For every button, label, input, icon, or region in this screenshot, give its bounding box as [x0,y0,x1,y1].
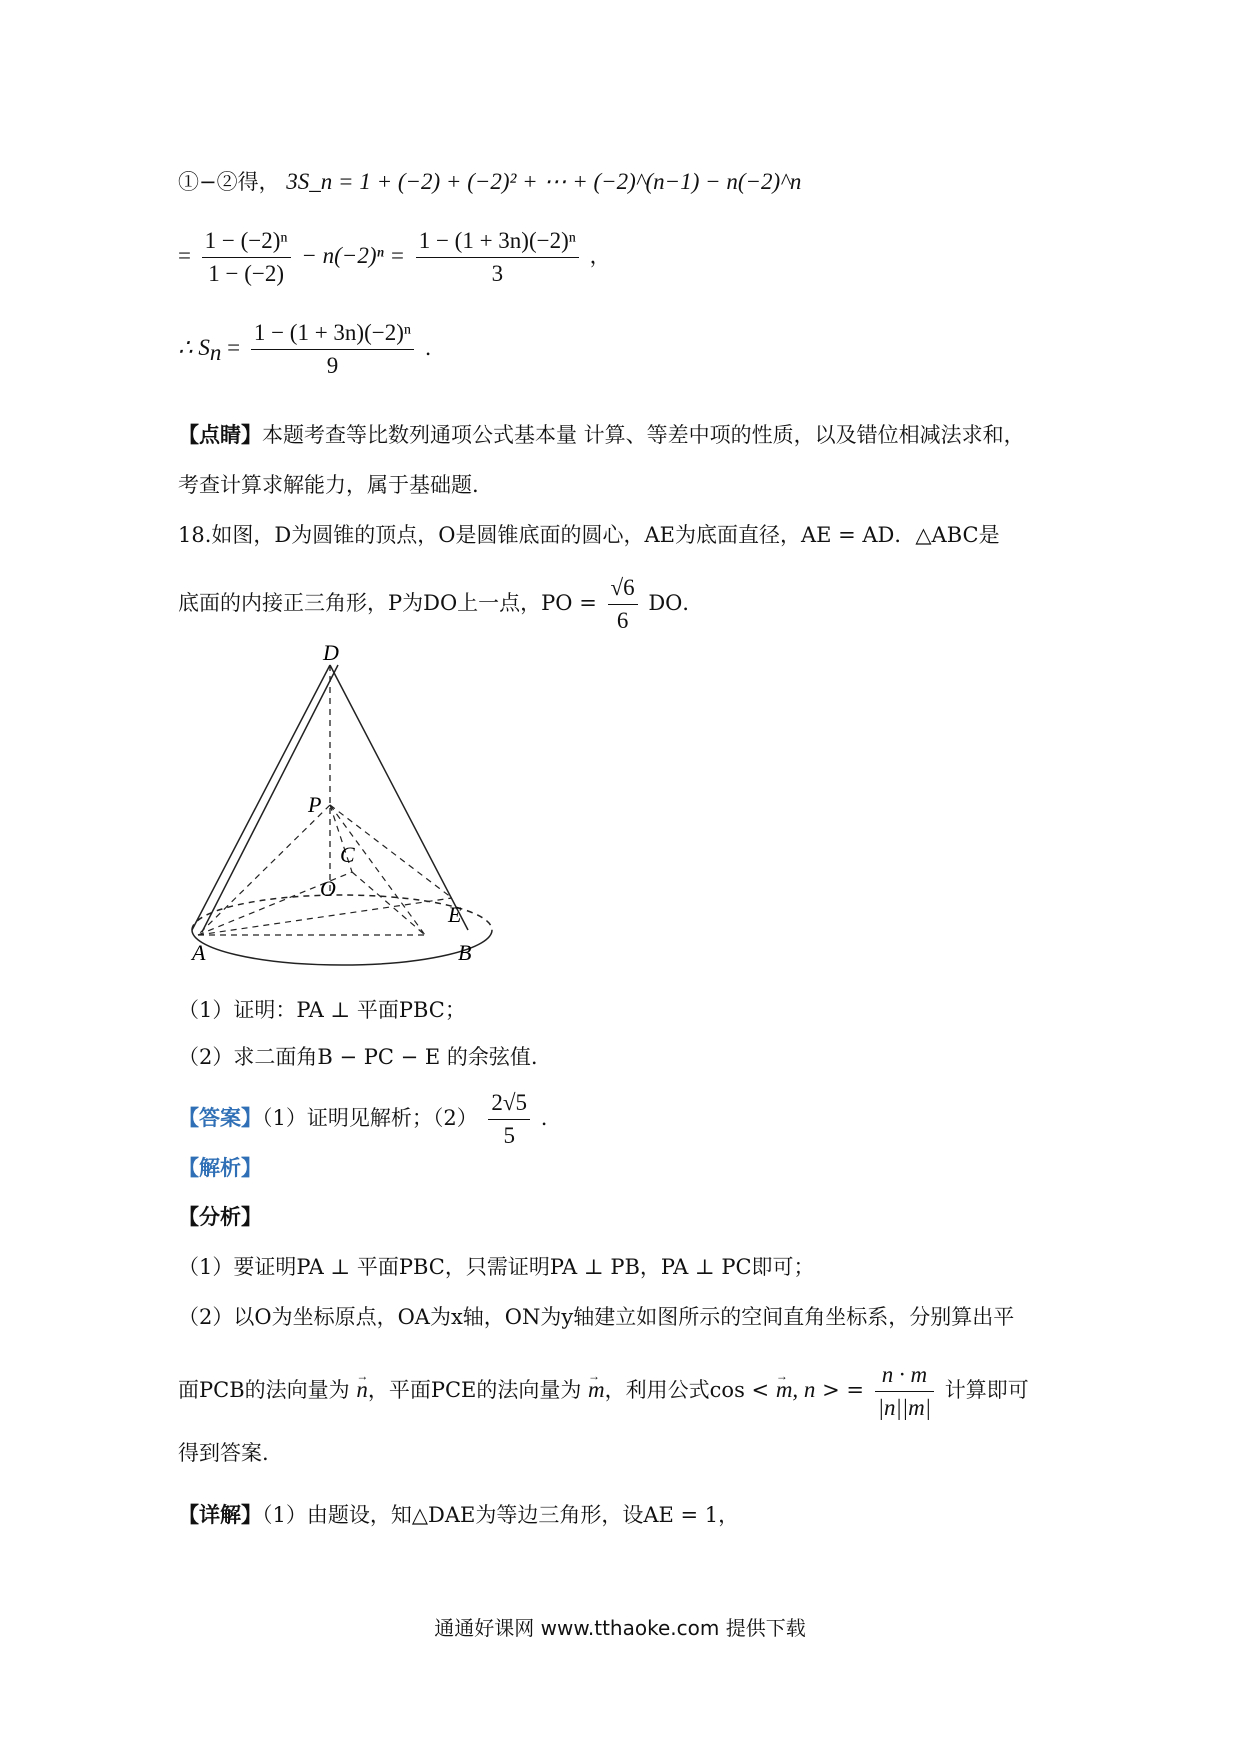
label-C: C [340,842,355,867]
answer-label: 【答案】 [178,1105,262,1130]
section-label: 【点睛】 [178,422,262,447]
problem-18-line-2: 底面的内接正三角形，P为DO上一点，PO = $\frac{√6}{6}$ DO． [178,575,704,633]
xiangjie-label: 【详解】 [178,1502,262,1527]
fenxi-p4: 得到答案. [178,1441,269,1465]
fenxi-p2: （2）以O为坐标原点，OA为x轴，ON为y轴建立如图所示的空间直角坐标系，分别算出平 [178,1305,1015,1329]
subquestion-1: （1）证明：PA ⊥ 平面PBC； [178,998,466,1022]
label-A: A [192,940,206,965]
derivation-line-1: ①−②得， 3S_n = 1 + (−2) + (−2)² + ⋯ + (−2)^(n−1) − n(−2)^n [178,169,802,194]
problem-18-line-1: 18.如图，D为圆锥的顶点，O是圆锥底面的圆心，AE为底面直径，AE = AD．△ABC是 [178,523,1000,547]
fraction: $\frac{\text{1 − (1 + 3n)(−2)ⁿ}}{3}$ [416,228,579,287]
jiexi-label: 【解析】 [178,1155,262,1180]
edge-DB [330,665,468,930]
subquestion-2: （2）求二面角B − PC − E 的余弦值. [178,1045,538,1069]
label-O: O [320,876,336,901]
footer-text: 通通好课网 www.tthaoke.com 提供下载 [434,1616,806,1640]
vector-n: → n [356,1375,368,1405]
xiangjie-line: 【详解】（1）由题设，知△DAE为等边三角形，设AE = 1， [178,1502,740,1527]
derivation-line-3: ∴ $S_n$ = $\frac{\text{1 − (1 + 3n)(−2)ⁿ}}{9}$ . [178,320,432,378]
fraction: $\frac{\text{1 − (−2)ⁿ}}{1 - (-2)}$ [202,228,291,287]
fraction: $\frac{\text{1 − (1 + 3n)(−2)ⁿ}}{9}$ [251,320,414,379]
label-P: P [308,792,322,817]
dianjing-line-2: 考查计算求解能力，属于基础题. [178,473,479,497]
cone-figure [180,640,500,970]
label-E: E [448,902,462,927]
dianjing-line-1: 【点睛】本题考查等比数列通项公式基本量 计算、等差中项的性质，以及错位相减法求和， [178,422,1025,447]
fenxi-label-line [178,1202,262,1232]
fraction: $\frac{n \cdot m}{|n||m|}$ [875,1362,934,1421]
jiexi-line [178,1153,262,1183]
base-ellipse-back [192,895,492,930]
fenxi-label: 【分析】 [178,1204,262,1229]
derivation-formula-1: 3S_n = 1 + (−2) + (−2)² + ⋯ + (−2)^(n−1) − n(−2)^n [286,169,802,194]
fraction: $\frac{2√5}{5}$ [488,1090,530,1149]
fraction: $\frac{√6}{6}$ [608,575,638,634]
vector-mn: → m, n [776,1375,816,1405]
derivation-line-2: = $\frac{\text{1 − (−2)ⁿ}}{1 - (-2)}$ − n(−2)ⁿ = $\frac{\text{1 − (1 + 3n)(−2)ⁿ}}{3}$ ， [178,228,611,286]
fenxi-p1: （1）要证明PA ⊥ 平面PBC，只需证明PA ⊥ PB，PA ⊥ PC即可； [178,1255,815,1279]
fenxi-p3: 面PCB的法向量为 → n，平面PCE的法向量为 → m，利用公式cos < → m, n > = $\frac{n \cdot m}{|n||m|}$ 计算即可 [178,1362,1029,1421]
label-D: D [323,640,339,665]
label-B: B [458,940,472,965]
vector-m: → m [588,1375,605,1405]
answer-line: 【答案】（1）证明见解析；（2） $\frac{2√5}{5}$ . [178,1090,548,1148]
